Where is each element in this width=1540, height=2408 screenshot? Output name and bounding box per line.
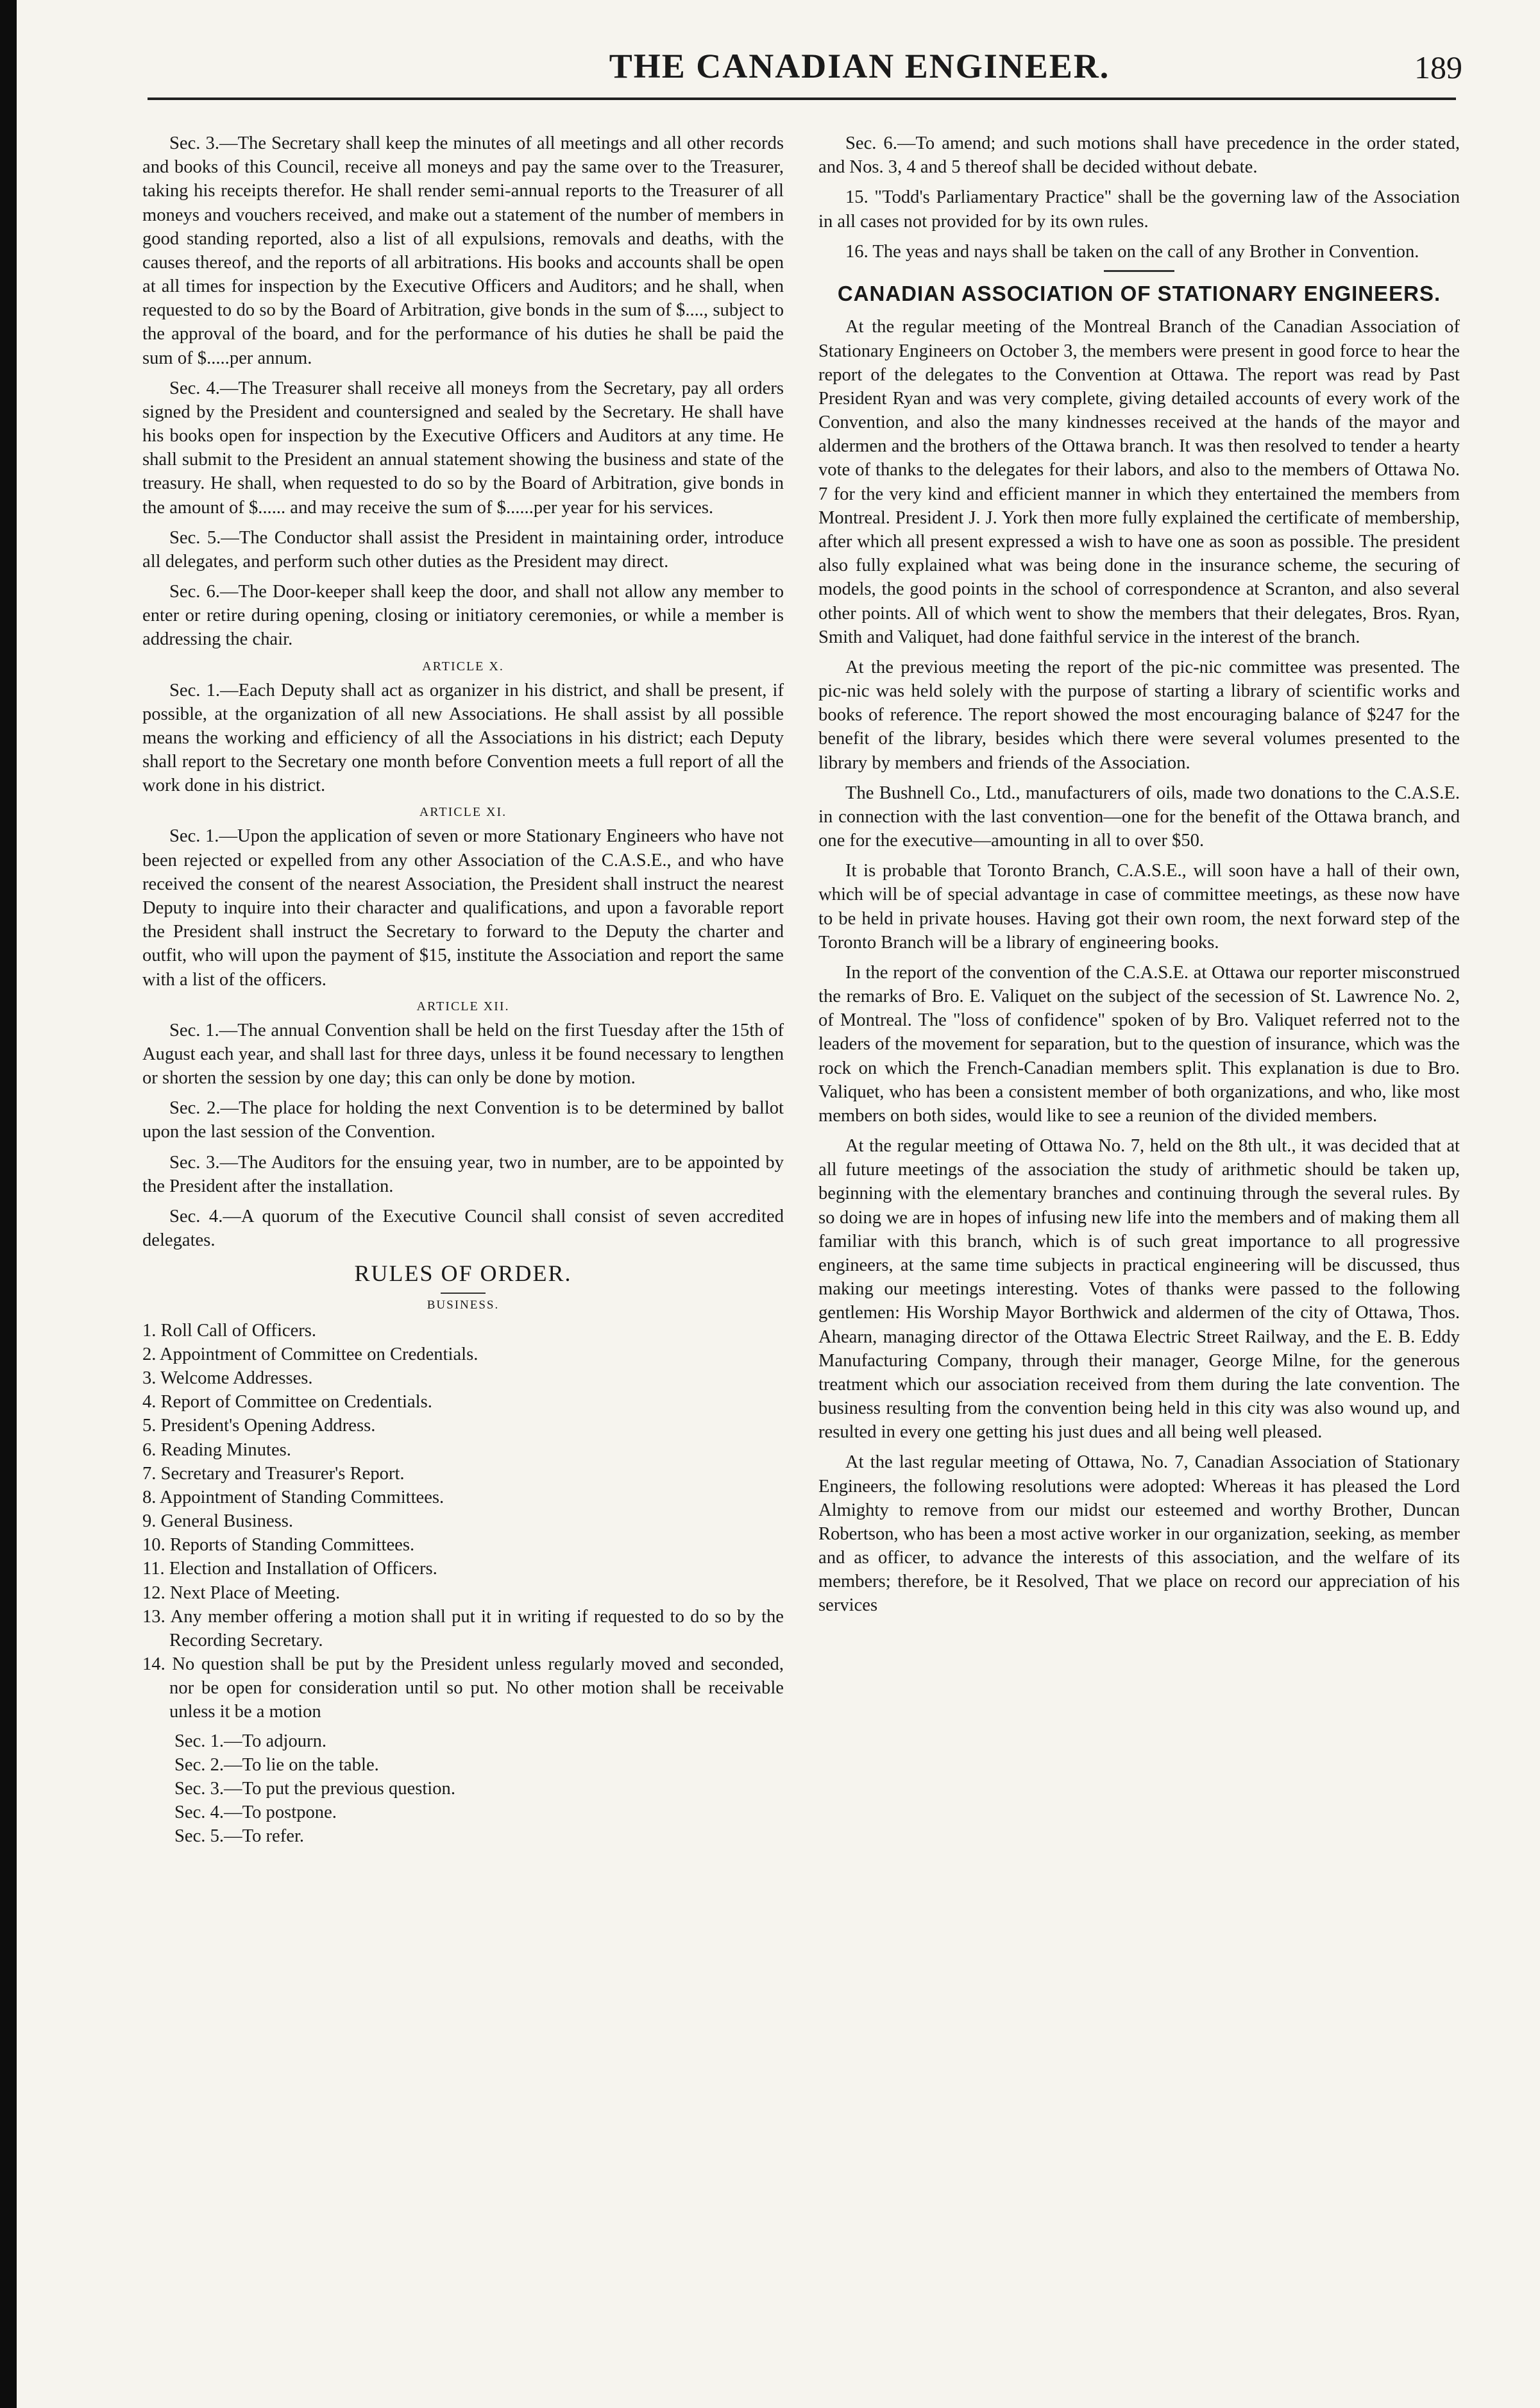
list-item: 6. Reading Minutes.: [142, 1439, 291, 1460]
paragraph: Sec. 3.—The Secretary shall keep the minutes of all meetings and all other records and books of this Council, receive all moneys and pay the same over to the Treasurer, taking his receipts therefor. He shall render semi-annual reports to the Treasurer of all moneys and vouchers received, and make out a statement of the number of members in good standing reported, also a list of all expulsions, removals and deaths, with the causes thereof, and the reports of all arbitrations. His books and accounts shall be open at all times for inspection by the Executive Officers and Auditors; and he shall, when requested to do so by the Board of Arbitration, give bonds in the sum of $...., subject to the approval of the board, and for the performance of his duties he shall be paid the sum of $.....per annum.: [142, 133, 784, 368]
paragraph: At the regular meeting of Ottawa No. 7, held on the 8th ult., it was decided that at all future meetings of the association the study of arithmetic should be taken up, beginning with the elementary branches and continuing through the several rules. By so doing we are in hopes of infusing new life into the members and of making them all familiar with this branch, which is of such great importance to all progressive engineers, at the same time subjects in practical engineering will be discussed, thus making our meetings interesting. Votes of thanks were passed to the following gentlemen: His Worship Mayor Borthwick and aldermen of the city of Ottawa, Thos. Ahearn, managing director of the Ottawa Electric Street Railway, and the E. B. Eddy Manufacturing Company, through their manager, George Milne, for the generous treatment which our association received from them during the late convention. The business resulting from the convention being held in this city was also wound up, and resulted in every one getting his just dues and all being well pleased.: [818, 1136, 1460, 1443]
article-heading: ARTICLE XII.: [416, 999, 510, 1013]
paragraph: The Bushnell Co., Ltd., manufacturers of oils, made two donations to the C.A.S.E. in connection with the last convention—one for the benefit of the Ottawa branch, and one for the executive—amounting in all to over $50.: [818, 783, 1460, 851]
list-item: 3. Welcome Addresses.: [142, 1368, 313, 1389]
paragraph: 16. The yeas and nays shall be taken on the call of any Brother in Convention.: [845, 241, 1419, 262]
list-item: Sec. 4.—To postpone.: [174, 1802, 337, 1823]
business-heading: BUSINESS.: [427, 1298, 500, 1312]
right-column: [818, 131, 1460, 1624]
list-item: 9. General Business.: [142, 1511, 294, 1532]
list-item: Sec. 1.—To adjourn.: [174, 1731, 327, 1751]
divider: [1104, 270, 1174, 272]
paragraph: In the report of the convention of the C.A.S.E. at Ottawa our reporter misconstrued the remarks of Bro. E. Valiquet on the subject of the secession of St. Lawrence No. 2, of Montreal. The "loss of confidence" spoken of by Bro. Valiquet referred not to the leaders of the movement for separation, but to the question of insurance, which was the rock on which the French-Canadian members split. This explanation is due to Bro. Valiquet, who has been a consistent member of both organizations, and who, like most members on both sides, would like to see a reunion of the divided members.: [818, 962, 1460, 1126]
list-item: 11. Election and Installation of Officers.: [142, 1559, 437, 1579]
list-item: 8. Appointment of Standing Committees.: [142, 1487, 444, 1507]
motions-list: [174, 1729, 784, 1849]
list-item: 1. Roll Call of Officers.: [142, 1320, 317, 1341]
paragraph: Sec. 4.—The Treasurer shall receive all moneys from the Secretary, pay all orders signed by the President and countersigned and sealed by the Secretary. He shall have his books open for inspection by the Executive Officers and Auditors at any time. He shall submit to the President an annual statement showing the business and state of the treasury. He shall, when requested to do so by the Board of Arbitration, give bonds in the amount of $...... and may receive the sum of $......per year for his services.: [142, 378, 784, 518]
list-item: 7. Secretary and Treasurer's Report.: [142, 1463, 405, 1484]
journal-title: THE CANADIAN ENGINEER.: [609, 47, 1110, 85]
list-item: Sec. 5.—To refer.: [174, 1826, 305, 1847]
paragraph: It is probable that Toronto Branch, C.A.S.E., will soon have a hall of their own, which will be of special advantage in case of committee meetings, as these now have to be held in private houses. Having got their own room, the next forward step of the Toronto Branch will be a library of engineering books.: [818, 861, 1460, 953]
running-head: [148, 46, 1462, 98]
paragraph: Sec. 2.—The place for holding the next Convention is to be determined by ballot upon the last session of the Convention.: [142, 1098, 784, 1142]
paragraph: Sec. 3.—The Auditors for the ensuing year, two in number, are to be appointed by the President after the installation.: [142, 1152, 784, 1196]
paragraph: 15. "Todd's Parliamentary Practice" shall be the governing law of the Association in all cases not provided for by its own rules.: [818, 187, 1460, 232]
article-heading: ARTICLE X.: [422, 659, 504, 674]
paragraph: At the regular meeting of the Montreal Branch of the Canadian Association of Stationary Engineers on October 3, the members were present in good force to hear the report of the delegates to the Convention at Ottawa. The report was read by Past President Ryan and was very complete, giving detailed accounts of every work of the Convention, and also the many kindnesses received at the hands of the mayor and aldermen and the brothers of the Ottawa branch. It was then resolved to tender a hearty vote of thanks to the delegates for their labors, and also to the members of Ottawa No. 7 for the very kind and efficient manner in which they entertained the members from Montreal. President J. J. York then more fully explained the certificate of membership, after which all present expressed a wish to have one as soon as possible. The president also fully explained what was being done in the insurance scheme, the securing of models, the good points in the school of correspondence at Scranton, and also several other points. All of which went to show the members that their delegates, Bros. Ryan, Smith and Valiquet, had done faithful service in the interest of the branch.: [818, 317, 1460, 647]
paragraph: Sec. 6.—The Door-keeper shall keep the door, and shall not allow any member to enter or retire during opening, closing or initiatory ceremonies, or while a member is addressing the chair.: [142, 582, 784, 650]
scan-edge-rule: [0, 0, 17, 2408]
list-item: 5. President's Opening Address.: [142, 1416, 376, 1436]
paragraph: Sec. 1.—Each Deputy shall act as organizer in his district, and shall be present, if possible, at the organization of all new Associations. He shall assist by all possible means the working and efficiency of all the Associations in his district; each Deputy shall report to the Secretary one month before Convention meets a full report of all the work done in his district.: [142, 680, 784, 796]
divider: [441, 1293, 486, 1294]
list-item: 12. Next Place of Meeting.: [142, 1582, 341, 1603]
list-item: 10. Reports of Standing Committees.: [142, 1535, 415, 1556]
article-heading: ARTICLE XI.: [419, 805, 507, 820]
paragraph: Sec. 4.—A quorum of the Executive Council shall consist of seven accredited delegates.: [142, 1206, 784, 1251]
paragraph: Sec. 1.—The annual Convention shall be held on the first Tuesday after the 15th of August each year, and shall last for three days, unless it be found necessary to lengthen or shorten the session by one day; this can only be done by motion.: [142, 1020, 784, 1089]
rules-of-order-heading: RULES OF ORDER.: [354, 1260, 572, 1287]
paragraph: Sec. 1.—Upon the application of seven or more Stationary Engineers who have not been rejected or expelled from any other Association of the C.A.S.E., and who have received the consent of the nearest Association, the President shall instruct the nearest Deputy to inquire into their character and qualifications, and upon a favorable report the President shall instruct the Secretary to forward to the Deputy the charter and outfit, who will upon the payment of $15, institute the Association and report the same with a list of the officers.: [142, 826, 784, 990]
list-item: 2. Appointment of Committee on Credentials.: [142, 1344, 478, 1364]
rules-list: [142, 1319, 784, 1724]
paragraph: At the last regular meeting of Ottawa, No. 7, Canadian Association of Stationary Engineers, the following resolutions were adopted: Whereas it has pleased the Lord Almighty to remove from our midst our esteemed and worthy Brother, Duncan Robertson, who has been a most active worker in our organization, seeking, as member and as officer, to advance the interests of this association, and the welfare of its members; therefore, be it Resolved, That we place on record our appreciation of his services: [818, 1452, 1460, 1616]
page-number: 189: [1414, 49, 1462, 85]
list-item: Sec. 3.—To put the previous question.: [174, 1778, 455, 1799]
list-item: 4. Report of Committee on Credentials.: [142, 1392, 432, 1412]
header-rule: [148, 98, 1456, 100]
list-item: 14. No question shall be put by the President unless regularly moved and seconded, nor be open for consideration until so put. No other motion shall be receivable unless it be a motion: [142, 1654, 784, 1722]
paragraph: Sec. 6.—To amend; and such motions shall have precedence in the order stated, and Nos. 3, 4 and 5 thereof shall be decided without debate.: [818, 133, 1460, 178]
paragraph: Sec. 5.—The Conductor shall assist the President in maintaining order, introduce all delegates, and perform such other duties as the President may direct.: [142, 527, 784, 572]
list-item: 13. Any member offering a motion shall put it in writing if requested to do so by the Recording Secretary.: [142, 1606, 784, 1650]
section-heading: CANADIAN ASSOCIATION OF STATIONARY ENGINEERS.: [837, 281, 1441, 305]
list-item: Sec. 2.—To lie on the table.: [174, 1754, 379, 1775]
left-column: [142, 131, 784, 1848]
paragraph: At the previous meeting the report of the pic-nic committee was presented. The pic-nic was held solely with the purpose of starting a library of scientific works and books of reference. The report showed the most encouraging balance of $247 for the benefit of the library, besides which there were several volumes presented to the library by members and friends of the Association.: [818, 657, 1460, 773]
